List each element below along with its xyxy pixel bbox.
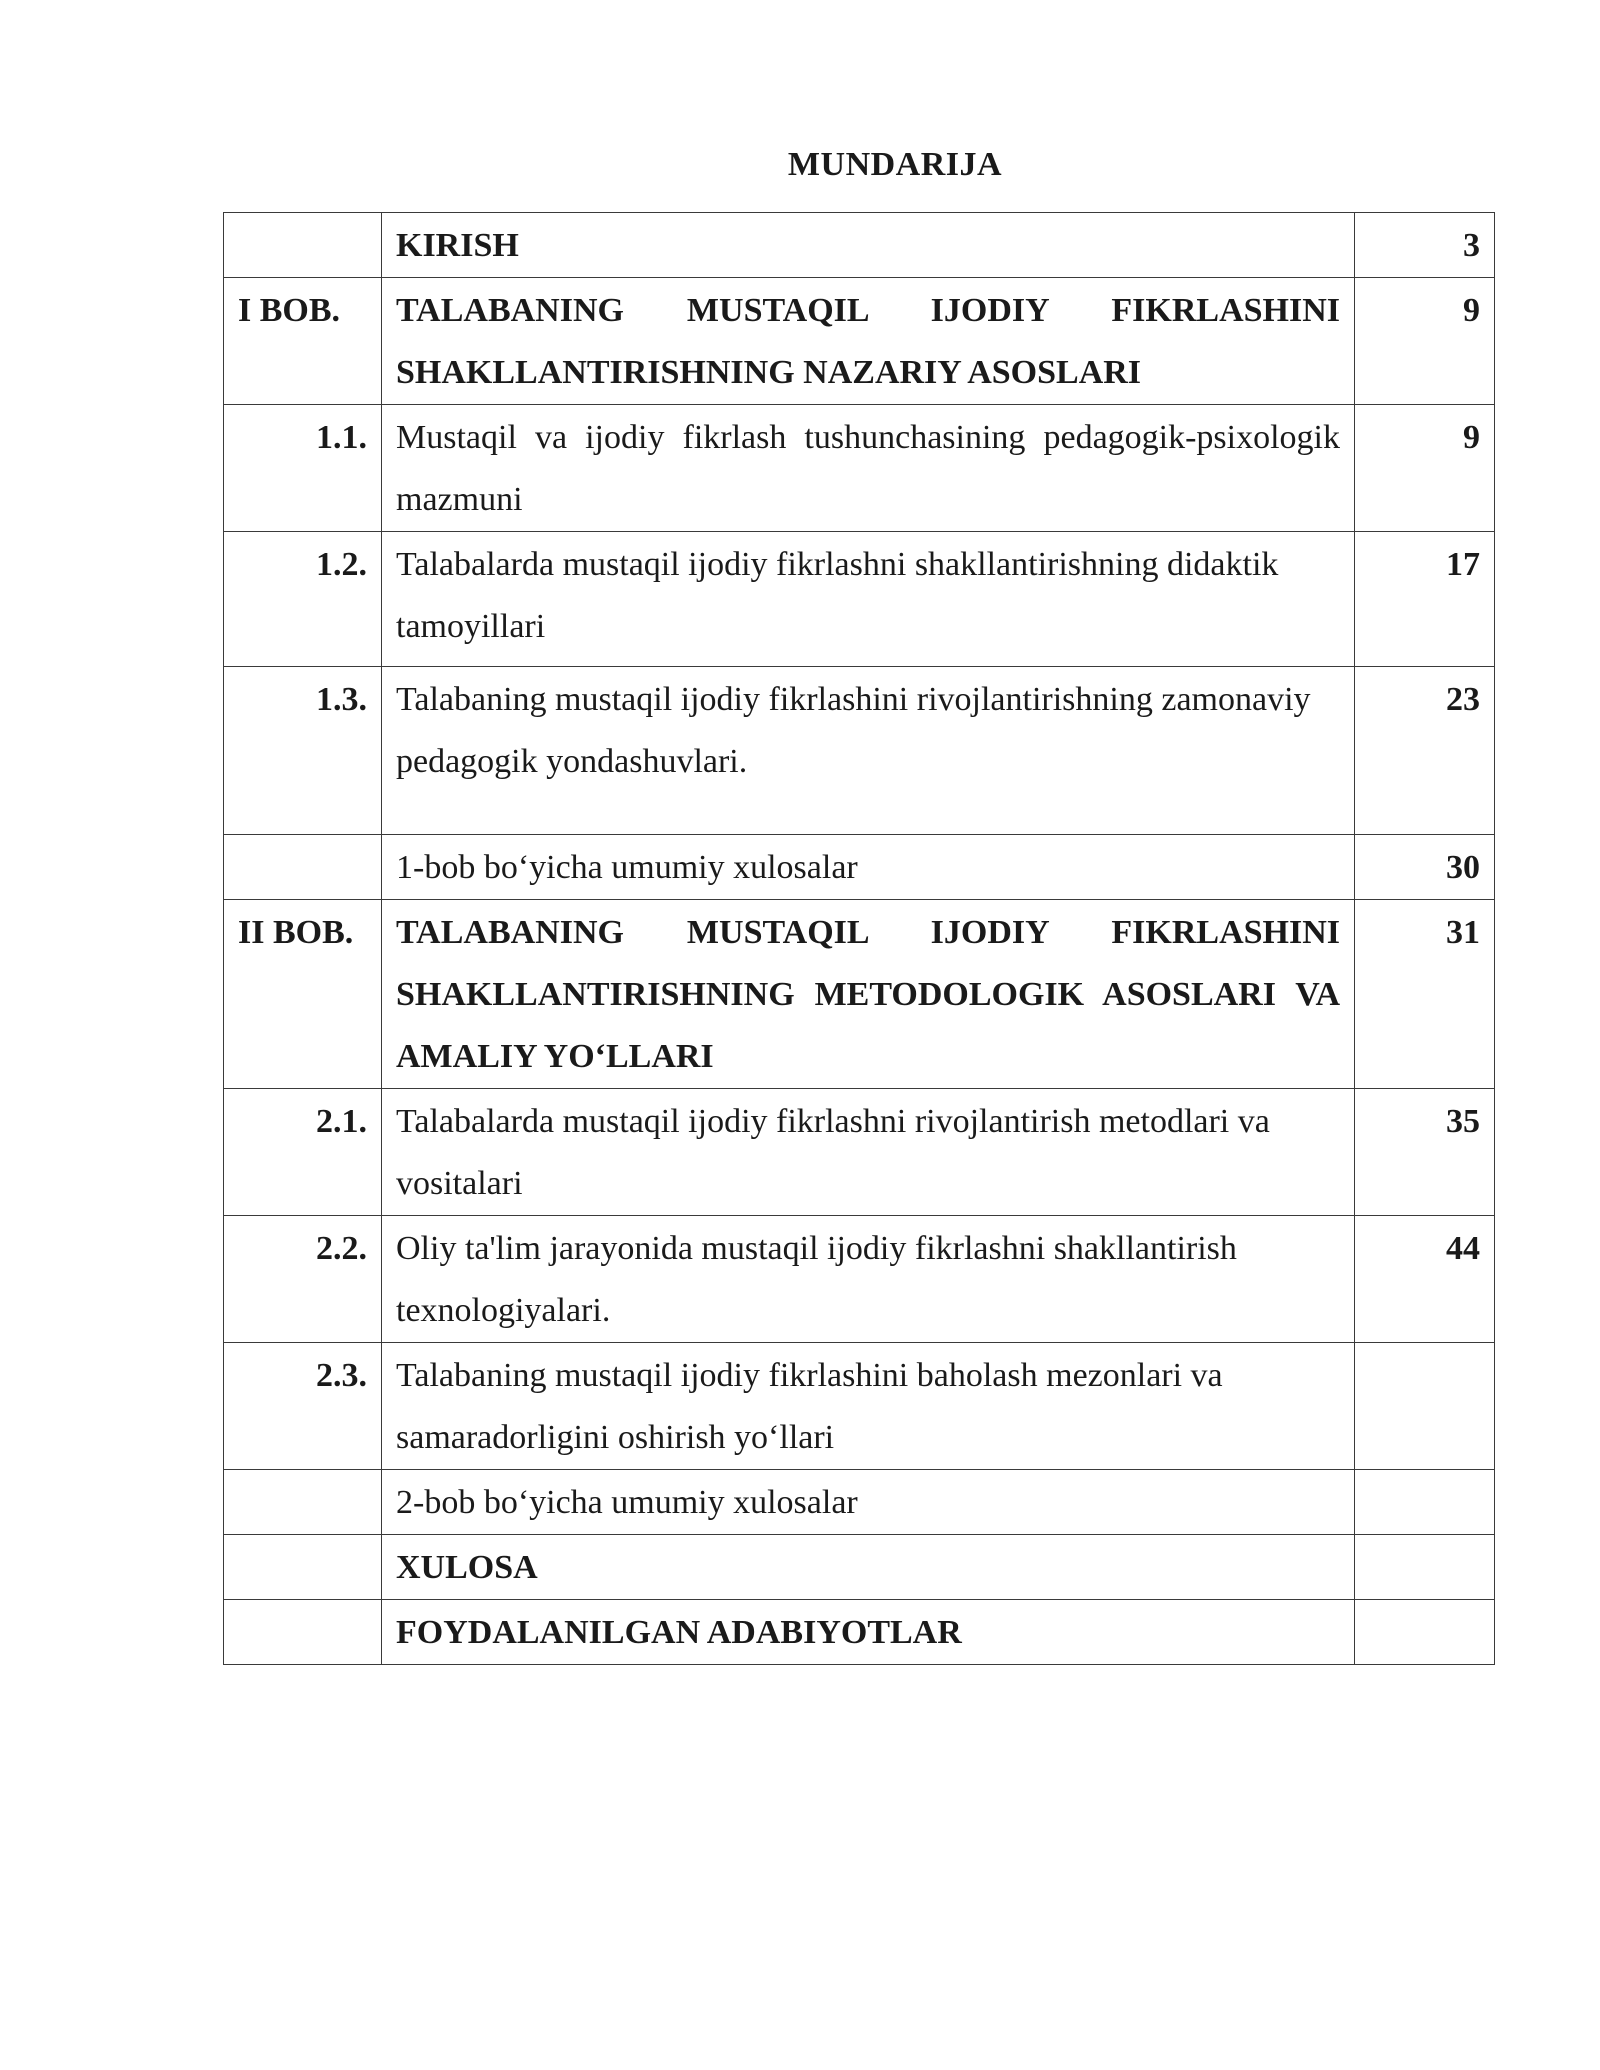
chapter-title: TALABANING MUSTAQIL IJODIY FIKRLASHINI SHAKLLANTIRISHNING METODOLOGIK ASOSLARI VA AMALIY YO‘LLARI [382,900,1355,1089]
section-title: KIRISH [382,213,1355,278]
toc-row-1-1 [224,405,1495,532]
page-number [1355,1343,1495,1470]
section-title: FOYDALANILGAN ADABIYOTLAR [382,1600,1355,1665]
page-number: 9 [1355,405,1495,532]
chapter-number: I BOB. [224,278,382,405]
section-number: 2.2. [224,1216,382,1343]
page-number: 3 [1355,213,1495,278]
page-number: 23 [1355,667,1495,835]
section-title: Talabalarda mustaqil ijodiy fikrlashni rivojlantirish metodlari va vositalari [382,1089,1355,1216]
section-number: 2.3. [224,1343,382,1470]
toc-row-2-1 [224,1089,1495,1216]
section-title: XULOSA [382,1535,1355,1600]
toc-row-chapter-1-summary [224,835,1495,900]
page-number [1355,1600,1495,1665]
toc-row-chapter-2 [224,900,1495,1089]
page-number: 35 [1355,1089,1495,1216]
toc-row-kirish [224,213,1495,278]
section-number [224,1535,382,1600]
section-number: 2.1. [224,1089,382,1216]
toc-row-2-2 [224,1216,1495,1343]
section-title: Oliy ta'lim jarayonida mustaqil ijodiy fikrlashni shakllantirish texnologiyalari. [382,1216,1355,1343]
page-number [1355,1470,1495,1535]
section-title: Talabaning mustaqil ijodiy fikrlashini rivojlantirishning zamonaviy pedagogik yondashuvlari. [382,667,1355,835]
page-number: 31 [1355,900,1495,1089]
toc-row-1-3 [224,667,1495,835]
section-title: 1-bob bo‘yicha umumiy xulosalar [382,835,1355,900]
chapter-number: II BOB. [224,900,382,1089]
section-title: Mustaqil va ijodiy fikrlash tushunchasining pedagogik-psixologik mazmuni [382,405,1355,532]
section-number: 1.2. [224,532,382,667]
page-number: 9 [1355,278,1495,405]
chapter-title: TALABANING MUSTAQIL IJODIY FIKRLASHINI SHAKLLANTIRISHNING NAZARIY ASOSLARI [382,278,1355,405]
section-number [224,213,382,278]
section-title: 2-bob bo‘yicha umumiy xulosalar [382,1470,1355,1535]
section-title: Talabaning mustaqil ijodiy fikrlashini baholash mezonlari va samaradorligini oshirish yo‘llari [382,1343,1355,1470]
document-title: MUNDARIJA [787,146,1003,183]
table-of-contents [223,212,1495,1665]
section-number: 1.1. [224,405,382,532]
section-number [224,835,382,900]
section-number: 1.3. [224,667,382,835]
toc-row-2-3 [224,1343,1495,1470]
toc-row-references [224,1600,1495,1665]
toc-row-1-2 [224,532,1495,667]
page-number [1355,1535,1495,1600]
page-number: 30 [1355,835,1495,900]
section-number [224,1470,382,1535]
page-number: 17 [1355,532,1495,667]
section-title: Talabalarda mustaqil ijodiy fikrlashni shakllantirishning didaktik tamoyillari [382,532,1355,667]
toc-row-xulosa [224,1535,1495,1600]
section-number [224,1600,382,1665]
page-number: 44 [1355,1216,1495,1343]
toc-row-chapter-1 [224,278,1495,405]
toc-row-chapter-2-summary [224,1470,1495,1535]
